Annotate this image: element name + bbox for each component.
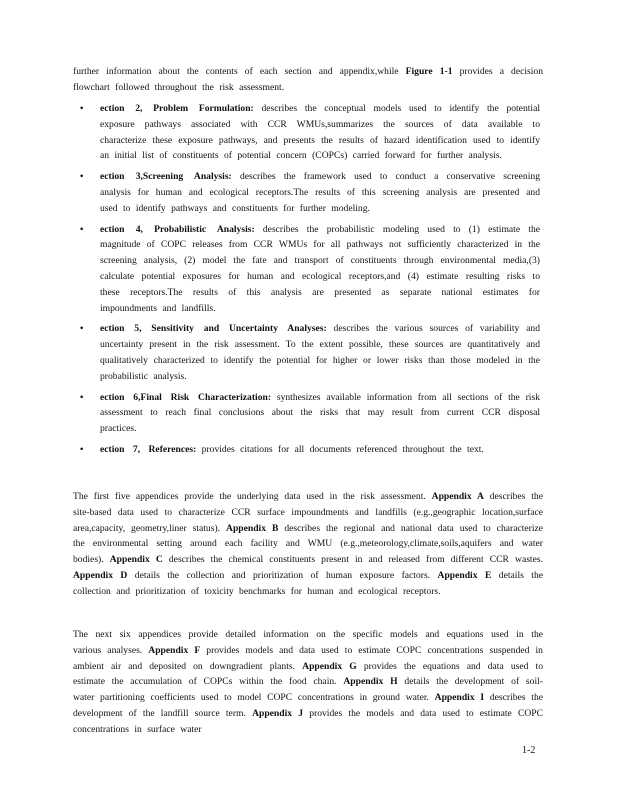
- section-item-3: [80, 169, 540, 216]
- section-item-6: [80, 390, 540, 437]
- section-description: synthesizes available information from all sections of the risk assessment to reach final conclusions about the risks that may result from current CCR disposal practices.: [100, 391, 540, 435]
- appendix-e-ref: Appendix E: [437, 569, 492, 581]
- appendices-paragraph-2: [73, 627, 543, 738]
- paragraph-text: describes the development of the landfill source term.: [73, 692, 544, 719]
- bullet-icon: •: [80, 391, 84, 403]
- paragraph-text: details the development of soil-water partitioning coefficients used to model COPC concentrations in ground water.: [73, 676, 543, 704]
- paragraph-text: details the collection and prioritization of human exposure factors.: [127, 569, 438, 581]
- appendices-paragraph-1: [73, 489, 543, 600]
- paragraph-text: provides the equations and data used to estimate the accumulation of COPCs within the food chain.: [73, 660, 543, 688]
- appendix-h-ref: Appendix H: [343, 676, 398, 688]
- bullet-icon: •: [80, 171, 84, 183]
- appendix-i-ref: Appendix I: [434, 692, 485, 704]
- section-list: [80, 101, 540, 463]
- section-heading: ection 6,Final Risk Characterization:: [100, 391, 272, 403]
- appendix-j-ref: Appendix J: [252, 707, 304, 719]
- bullet-icon: •: [80, 443, 84, 455]
- section-heading: ection 5, Sensitivity and Uncertainty Analyses:: [100, 323, 327, 335]
- appendix-a-ref: Appendix A: [431, 491, 484, 502]
- paragraph-text: The first five appendices provide the underlying data used in the risk assessment.: [73, 491, 432, 502]
- intro-paragraph: [73, 64, 543, 96]
- paragraph-text: details the collection and prioritization of toxicity benchmarks for human and ecological receptors.: [73, 569, 544, 597]
- bullet-icon: •: [80, 103, 84, 114]
- appendix-c-ref: Appendix C: [109, 554, 163, 566]
- appendix-d-ref: Appendix D: [73, 569, 128, 581]
- page-number: 1-2: [522, 745, 536, 756]
- paragraph-text: The next six appendices provide detailed information on the specific models and equations used in the various analyses.: [73, 629, 543, 656]
- section-item-4: [80, 222, 540, 317]
- bullet-icon: •: [80, 323, 84, 335]
- section-description: describes the framework used to conduct a conservative screening analysis for human and ecological receptors.The results of this screening analysis are presented and used to identify pathways and constituents for further modeling.: [100, 171, 540, 214]
- paragraph-text: describes the chemical constituents present in and released from different CCR wastes.: [162, 554, 543, 566]
- section-heading: ection 2, Problem Formulation:: [100, 103, 254, 114]
- section-description: describes the various sources of variability and uncertainty present in the risk assessment. To the extent possible, these sources are quantitatively and qualitatively characterized to identify the potential for higher or lower risks than those modeled in the probabilistic analysis.: [100, 323, 540, 382]
- intro-text-end: provides a decision flowchart followed throughout the risk assessment.: [73, 66, 543, 93]
- paragraph-text: describes the regional and national data used to characterize the environmental setting around each facility and WMU (e.g.,meteorology,climate,soils,aquifers and water bodies).: [73, 522, 544, 566]
- section-item-7: [80, 442, 540, 458]
- section-item-2: [80, 101, 540, 164]
- bullet-icon: •: [80, 223, 84, 235]
- section-description: describes the conceptual models used to identify the potential exposure pathways associated with CCR WMUs,summarizes the sources of data available to characterize these exposure pathways, and presents the results of hazard identification used to identify an initial list of constituents of potential concern (COPCs) carried forward for further analysis.: [100, 103, 540, 162]
- appendix-f-ref: Appendix F: [148, 644, 201, 656]
- paragraph-text: provides the models and data used to estimate COPC concentrations in surface water: [73, 707, 544, 735]
- paragraph-text: provides models and data used to estimate COPC concentrations suspended in ambient air and deposited on downgradient plants.: [73, 644, 543, 672]
- section-description: describes the probabilistic modeling used to (1) estimate the magnitude of COPC releases from CCR WMUs for all pathways not sufficiently characterized in the screening analysis, (2) model the fate and transport of constituents through environmental media,(3) calculate potential exposures for human and ecological receptors,and (4) estimate resulting risks to these receptors.The results of this analysis are presented as separate national estimates for impoundments and landfills.: [100, 223, 541, 314]
- section-description: provides citations for all documents referenced throughout the text.: [196, 443, 484, 455]
- section-heading: ection 7, References:: [100, 443, 197, 455]
- appendix-b-ref: Appendix B: [226, 522, 279, 534]
- figure-reference: Figure 1-1: [405, 66, 453, 77]
- section-heading: ection 4, Probabilistic Analysis:: [100, 223, 255, 235]
- appendix-g-ref: Appendix G: [302, 660, 357, 672]
- intro-text: further information about the contents of each section and appendix,while: [73, 66, 406, 77]
- section-heading: ection 3,Screening Analysis:: [100, 171, 232, 183]
- paragraph-text: describes the site-based data used to characterize CCR surface impoundments and landfills (e.g.,geographic location,surface area,capacity, geometry,liner status).: [73, 491, 543, 534]
- section-item-5: [80, 321, 540, 384]
